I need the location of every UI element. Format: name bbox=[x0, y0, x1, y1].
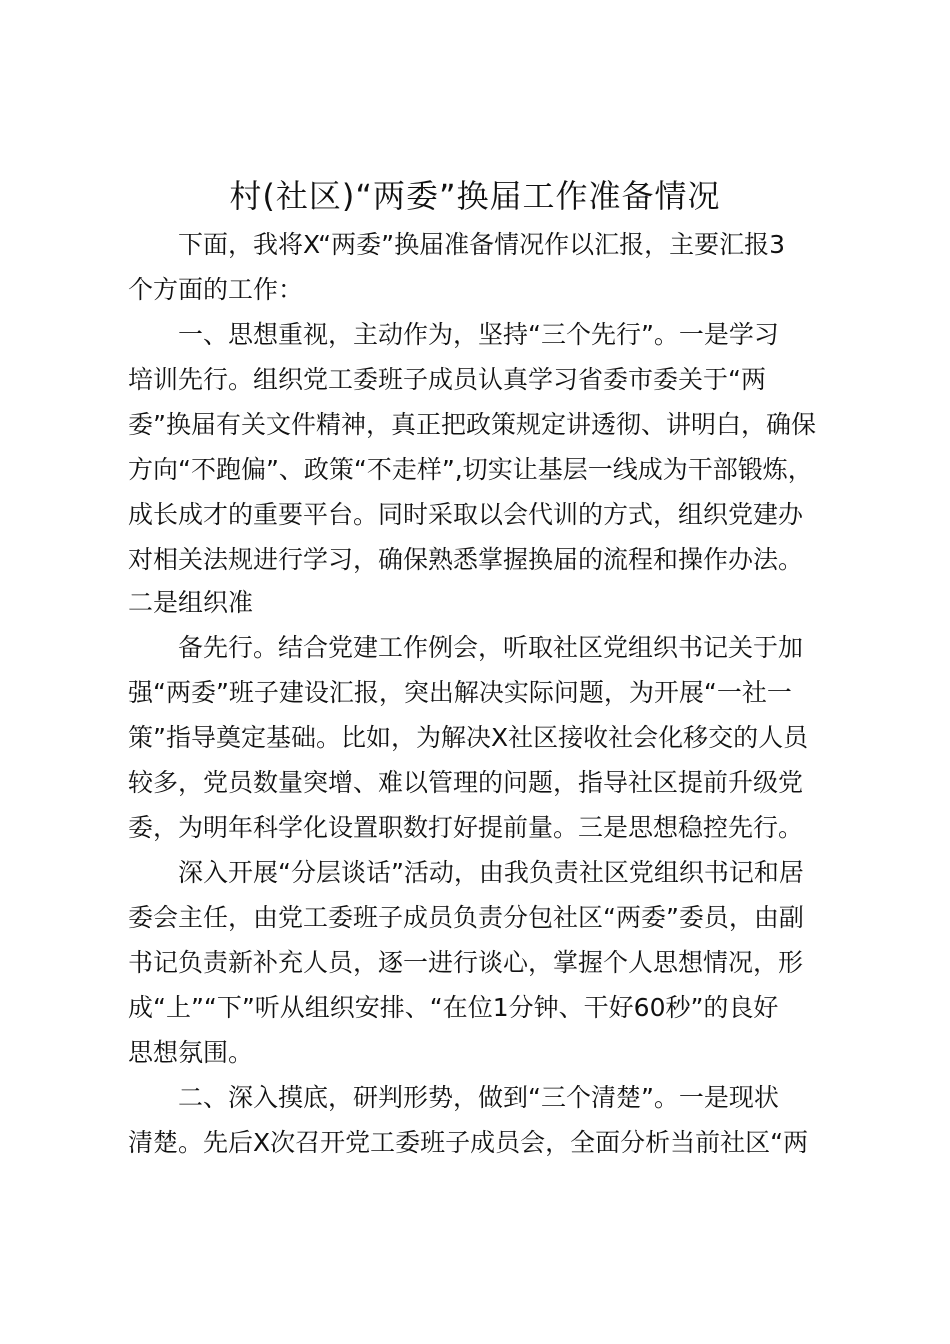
paragraph-line: 个方面的工作： bbox=[128, 275, 304, 304]
paragraph-line: 下面，我将X“两委”换届准备情况作以汇报，主要汇报3 bbox=[178, 230, 785, 259]
paragraph-line: 思想氛围。 bbox=[128, 1038, 254, 1067]
paragraph-line: 二、深入摸底，研判形势，做到“三个清楚”。一是现状 bbox=[178, 1083, 779, 1112]
paragraph-line: 清楚。先后X次召开党工委班子成员会，全面分析当前社区“两 bbox=[128, 1128, 809, 1157]
paragraph-line: 成长成才的重要平台。同时采取以会代训的方式，组织党建办 bbox=[128, 500, 804, 529]
paragraph-line: 二是组织准 bbox=[128, 588, 254, 617]
paragraph-line: 培训先行。组织党工委班子成员认真学习省委市委关于“两 bbox=[128, 365, 766, 394]
paragraph-line: 策”指导奠定基础。比如，为解决X社区接收社会化移交的人员 bbox=[128, 723, 809, 752]
paragraph-line: 对相关法规进行学习，确保熟悉掌握换届的流程和操作办法。 bbox=[128, 545, 804, 574]
paragraph-line: 方向“不跑偏”、政策“不走样”,切实让基层一线成为干部锻炼， bbox=[128, 455, 813, 484]
paragraph-line: 强“两委”班子建设汇报，突出解决实际问题，为开展“一社一 bbox=[128, 678, 792, 707]
paragraph-line: 委，为明年科学化设置职数打好提前量。三是思想稳控先行。 bbox=[128, 813, 804, 842]
paragraph-line: 成“上”“下”听从组织安排、“在位1分钟、干好60秒”的良好 bbox=[128, 993, 779, 1022]
paragraph-line: 较多，党员数量突增、难以管理的问题，指导社区提前升级党 bbox=[128, 768, 804, 797]
paragraph-line: 一、思想重视，主动作为，坚持“三个先行”。一是学习 bbox=[178, 320, 779, 349]
paragraph-line: 委会主任，由党工委班子成员负责分包社区“两委”委员，由副 bbox=[128, 903, 804, 932]
paragraph-line: 书记负责新补充人员，逐一进行谈心，掌握个人思想情况，形 bbox=[128, 948, 804, 977]
paragraph-line: 委”换届有关文件精神，真正把政策规定讲透彻、讲明白，确保 bbox=[128, 410, 816, 439]
document-title: 村(社区)“两委”换届工作准备情况 bbox=[229, 177, 721, 215]
paragraph-line: 备先行。结合党建工作例会，听取社区党组织书记关于加 bbox=[178, 633, 804, 662]
paragraph-line: 深入开展“分层谈话”活动，由我负责社区党组织书记和居 bbox=[178, 858, 804, 887]
